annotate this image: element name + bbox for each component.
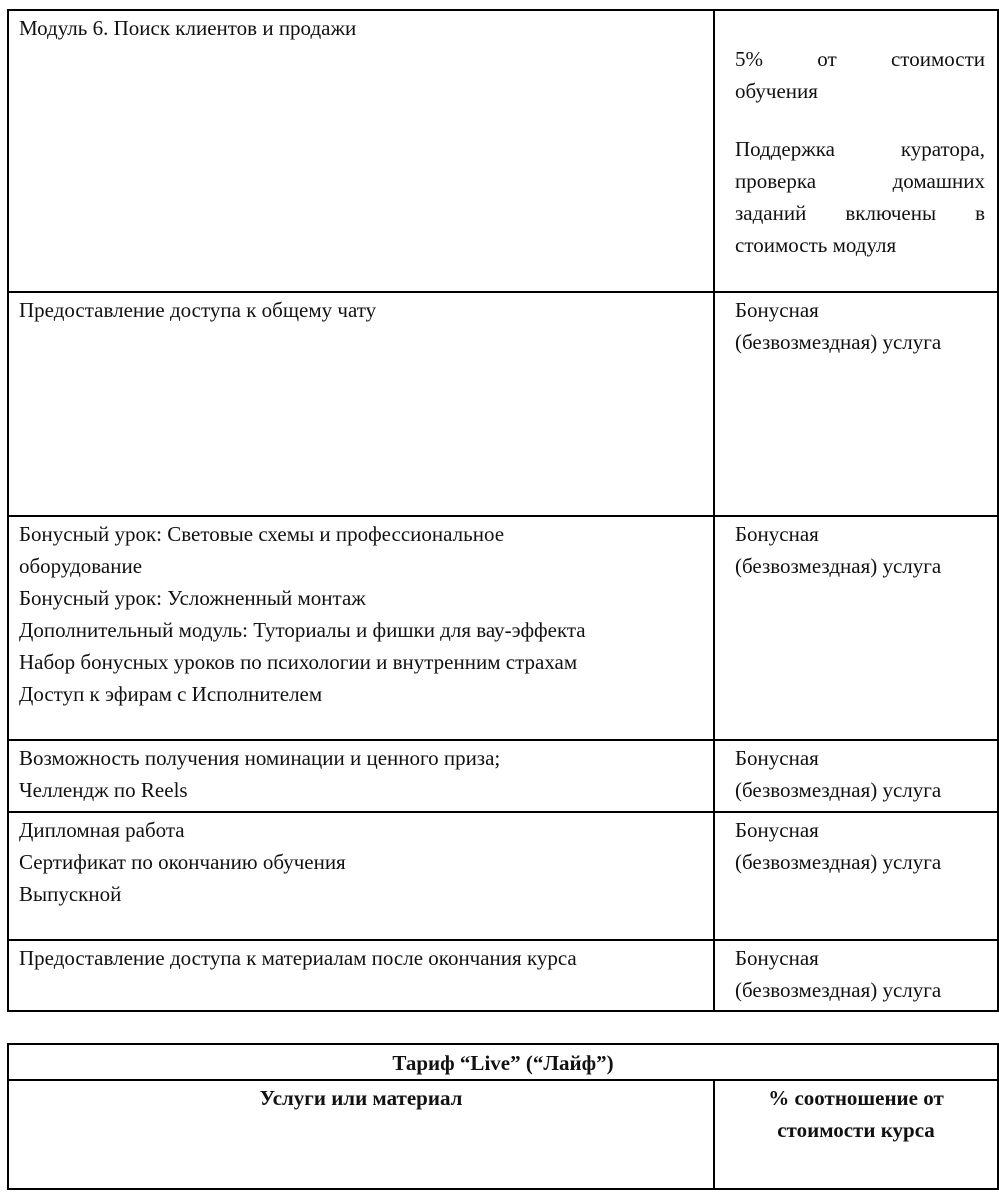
price-cell — [714, 292, 998, 516]
note-line: стоимость модуля — [735, 233, 897, 257]
price-line: Бонусная — [735, 818, 819, 842]
column-header-percent — [714, 1080, 998, 1189]
note-line: проверка домашних — [735, 169, 985, 193]
service-line: Предоставление доступа к материалам после окончания курса — [19, 946, 577, 970]
service-line: Возможность получения номинации и ценного приза; — [19, 746, 501, 770]
service-cell — [8, 812, 714, 940]
price-cell — [714, 740, 998, 812]
price-cell — [714, 10, 998, 292]
price-line: обучения — [735, 79, 818, 103]
table-header-row — [8, 1080, 998, 1189]
service-cell — [8, 940, 714, 1011]
price-line: Бонусная — [735, 946, 819, 970]
price-line: Бонусная — [735, 298, 819, 322]
service-line: Бонусный урок: Усложненный монтаж — [19, 586, 366, 610]
table-row — [8, 740, 998, 812]
service-line: Доступ к эфирам с Исполнителем — [19, 682, 323, 706]
service-cell — [8, 516, 714, 740]
services-table — [7, 9, 997, 1010]
table-row — [8, 940, 998, 1011]
service-line: Выпускной — [19, 882, 122, 906]
price-line: 5% от стоимости — [735, 47, 985, 71]
service-line: Предоставление доступа к общему чату — [19, 298, 377, 322]
service-line: Челлендж по Reels — [19, 778, 188, 802]
service-cell — [8, 740, 714, 812]
price-line: (безвозмездная) услуга — [735, 978, 942, 1002]
note-line: заданий включены в — [735, 201, 985, 225]
header-line: стоимости курса — [777, 1118, 935, 1142]
table-row — [8, 292, 998, 516]
price-cell — [714, 516, 998, 740]
service-line: Сертификат по окончанию обучения — [19, 850, 346, 874]
service-line: Дипломная работа — [19, 818, 185, 842]
service-cell — [8, 10, 714, 292]
tariff-title: Тариф “Live” (“Лайф”) — [8, 1044, 998, 1080]
table-row — [8, 812, 998, 940]
service-line: Модуль 6. Поиск клиентов и продажи — [19, 16, 357, 40]
price-line: Бонусная — [735, 746, 819, 770]
price-line: (безвозмездная) услуга — [735, 850, 942, 874]
price-line: (безвозмездная) услуга — [735, 778, 942, 802]
price-line: Бонусная — [735, 522, 819, 546]
column-header-services: Услуги или материал — [8, 1080, 714, 1189]
tariff-table — [7, 1043, 997, 1190]
service-line: Набор бонусных уроков по психологии и внутренним страхам — [19, 650, 578, 674]
price-line: (безвозмездная) услуга — [735, 330, 942, 354]
tariff-title-row — [8, 1044, 998, 1080]
price-line: (безвозмездная) услуга — [735, 554, 942, 578]
note-line: Поддержка куратора, — [735, 137, 985, 161]
price-cell — [714, 812, 998, 940]
service-line: Дополнительный модуль: Туториалы и фишки для вау-эффекта — [19, 618, 586, 642]
price-cell — [714, 940, 998, 1011]
service-line: Бонусный урок: Световые схемы и профессиональное — [19, 522, 505, 546]
service-line: оборудование — [19, 554, 143, 578]
table-row — [8, 10, 998, 292]
header-line: % соотношение от — [768, 1086, 944, 1110]
table-row — [8, 516, 998, 740]
service-cell — [8, 292, 714, 516]
